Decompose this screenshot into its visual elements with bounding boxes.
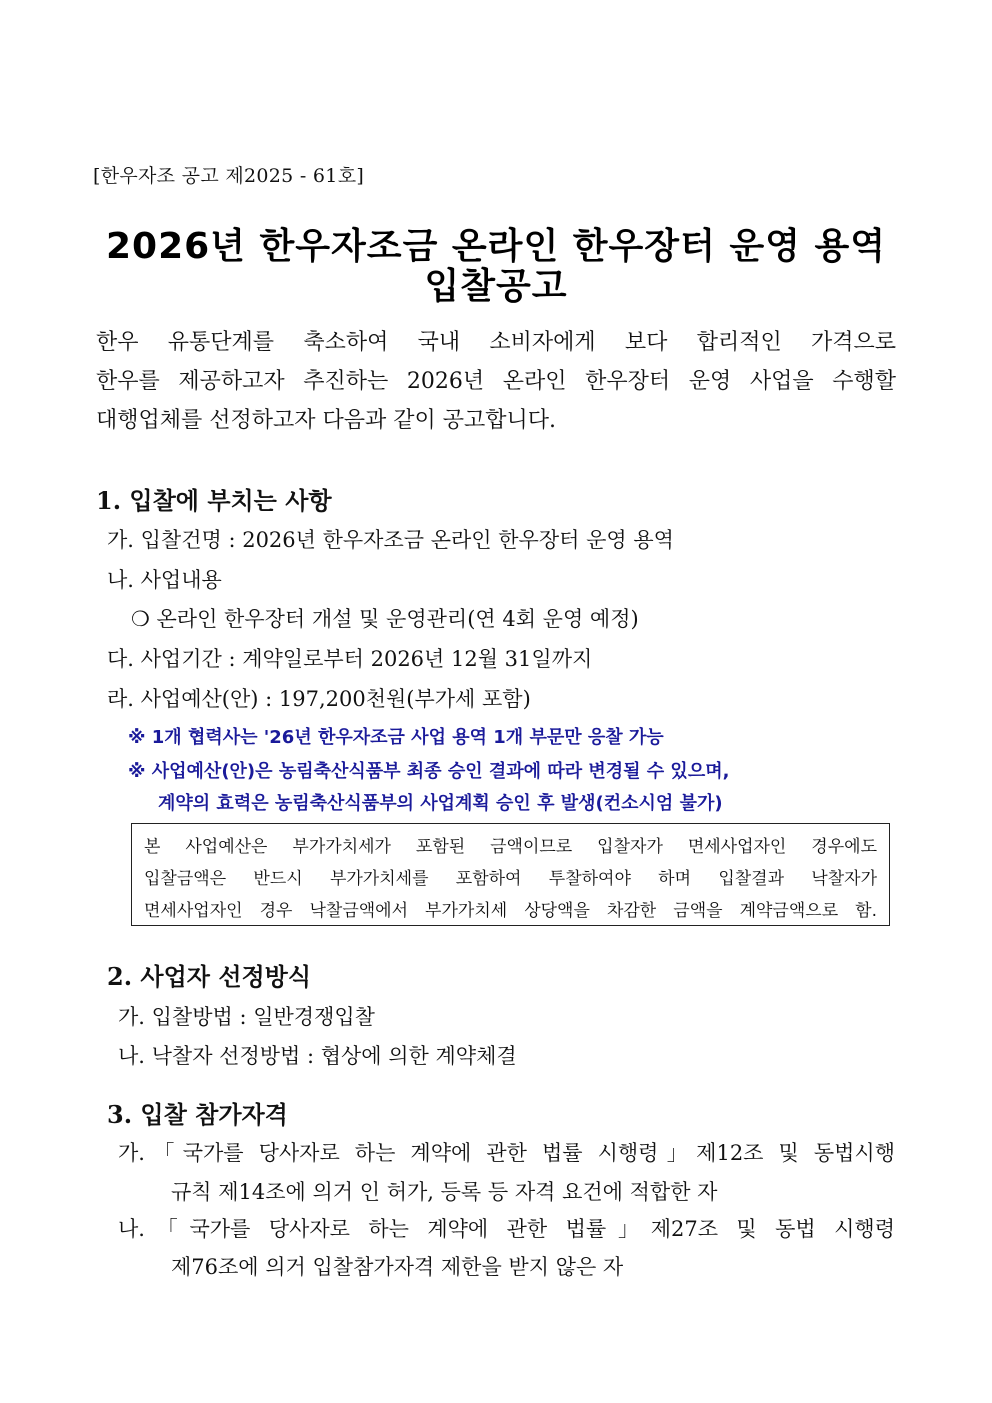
section3-item-ga-line1: 가.「국가를 당사자로 하는 계약에 관한 법률 시행령」제12조 및 동법시행 bbox=[118, 1141, 895, 1165]
intro-line-2: 한우를 제공하고자 추진하는 2026년 온라인 한우장터 운영 사업을 수행할 bbox=[96, 369, 896, 394]
notice-number: [한우자조 공고 제2025 - 61호] bbox=[93, 165, 365, 187]
section2-item-na: 나. 낙찰자 선정방법 : 협상에 의한 계약체결 bbox=[118, 1044, 517, 1068]
section1-item-ga: 가. 입찰건명 : 2026년 한우자조금 온라인 한우장터 운영 용역 bbox=[107, 528, 674, 552]
section1-item-ra: 라. 사업예산(안) : 197,200천원(부가세 포함) bbox=[107, 687, 531, 711]
intro-line-3: 대행업체를 선정하고자 다음과 같이 공고합니다. bbox=[96, 408, 557, 433]
vat-notice-line-1: 본 사업예산은 부가가치세가 포함된 금액이므로 입찰자가 면세사업자인 경우에도 bbox=[144, 837, 877, 857]
section1-item-na: 나. 사업내용 bbox=[107, 568, 222, 592]
vat-notice-line-3: 면세사업자인 경우 낙찰금액에서 부가가치세 상당액을 차감한 금액을 계약금액으로 함. bbox=[144, 901, 877, 921]
section3-item-na-line2: 제76조에 의거 입찰참가자격 제한을 받지 않은 자 bbox=[171, 1255, 624, 1279]
budget-note-2-line2: 계약의 효력은 농림축산식품부의 사업계획 승인 후 발생(컨소시엄 불가) bbox=[158, 793, 723, 814]
section3-item-na-line1: 나.「국가를 당사자로 하는 계약에 관한 법률」제27조 및 동법 시행령 bbox=[118, 1217, 895, 1241]
document-title-line2: 입찰공고 bbox=[424, 266, 568, 307]
section1-heading: 1. 입찰에 부치는 사항 bbox=[96, 486, 332, 515]
section3-heading: 3. 입찰 참가자격 bbox=[107, 1100, 288, 1129]
vat-notice-line-2: 입찰금액은 반드시 부가가치세를 포함하여 투찰하여야 하며 입찰결과 낙찰자가 bbox=[144, 869, 877, 889]
section1-item-da: 다. 사업기간 : 계약일로부터 2026년 12월 31일까지 bbox=[107, 647, 593, 671]
intro-line-1: 한우 유통단계를 축소하여 국내 소비자에게 보다 합리적인 가격으로 bbox=[96, 330, 896, 355]
section2-item-ga: 가. 입찰방법 : 일반경쟁입찰 bbox=[118, 1005, 375, 1029]
section2-heading: 2. 사업자 선정방식 bbox=[107, 962, 312, 991]
budget-note-2-line1: ※ 사업예산(안)은 농림축산식품부 최종 승인 결과에 따라 변경될 수 있으며, bbox=[128, 761, 730, 782]
section3-item-ga-line2: 규칙 제14조에 의거 인 허가, 등록 등 자격 요건에 적합한 자 bbox=[171, 1180, 718, 1204]
document-title-line1: 2026년 한우자조금 온라인 한우장터 운영 용역 bbox=[105, 226, 887, 267]
vat-notice-box bbox=[131, 823, 890, 926]
section1-bullet: ❍ 온라인 한우장터 개설 및 운영관리(연 4회 운영 예정) bbox=[131, 607, 639, 631]
budget-note-1: ※ 1개 협력사는 '26년 한우자조금 사업 용역 1개 부문만 응찰 가능 bbox=[128, 727, 664, 748]
